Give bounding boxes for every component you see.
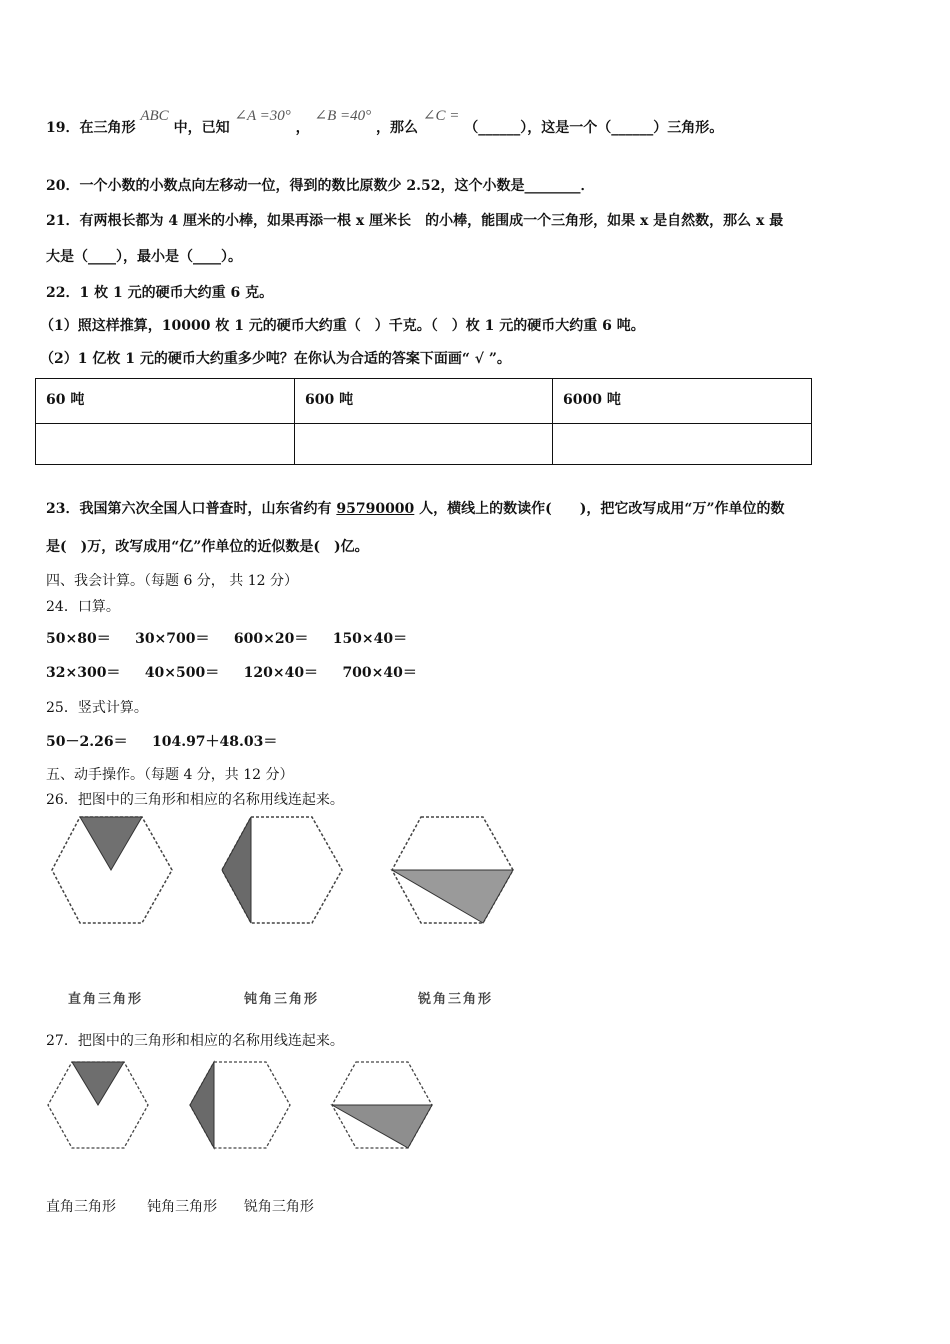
hexagon-figure-6 <box>330 1060 434 1150</box>
label-right-triangle-27: 直角三角形 <box>46 1199 116 1215</box>
q27-labels <box>46 1196 314 1216</box>
label-right-triangle-26: 直角三角形 <box>68 992 144 1007</box>
question-22-part1: （1）照这样推算，10000 枚 1 元的硬币大约重（ ）千克。（ ）枚 1 元的硬币大约重 6 吨。 <box>40 318 645 334</box>
question-19: 19．在三角形 ABC 中，已知 ∠A =30° ， ∠B =40° ，那么 ∠C = （______），这是一个（______）三角形。 <box>46 108 724 136</box>
question-22-stem: 22．1 枚 1 元的硬币大约重 6 克。 <box>46 285 274 301</box>
question-23-line1: 23．我国第六次全国人口普查时，山东省约有 95790000 人，横线上的数读作( )，把它改写成用“万”作单位的数 <box>46 501 785 517</box>
hexagon-figure-5 <box>188 1060 292 1150</box>
oral-row-1: 50×80＝ 30×700＝ 600×20＝ 150×40＝ <box>46 631 408 647</box>
hexagon-figure-3 <box>390 815 515 925</box>
question-20: 20．一个小数的小数点向左移动一位，得到的数比原数少 2.52，这个小数是________． <box>46 178 595 194</box>
section-4-title: 四、我会计算。（每题 6 分， 共 12 分） <box>46 573 298 589</box>
answer-table <box>35 378 812 465</box>
question-22-part2: （2）1 亿枚 1 元的硬币大约重多少吨？在你认为合适的答案下面画“ √ ”。 <box>40 351 511 367</box>
question-25-title: 25．竖式计算。 <box>46 700 148 716</box>
vertical-calc-row: 50－2.26＝ 104.97＋48.03＝ <box>46 734 278 750</box>
population-number: 95790000 <box>336 501 415 517</box>
option-6000: 6000 吨 <box>553 379 812 424</box>
label-obtuse-triangle-27: 钝角三角形 <box>147 1199 218 1215</box>
label-obtuse-triangle-26: 钝角三角形 <box>244 992 320 1007</box>
angle-a: ∠A =30° <box>234 108 291 124</box>
answer-cell-600[interactable] <box>295 424 553 465</box>
question-27-title: 27．把图中的三角形和相应的名称用线连起来。 <box>46 1033 344 1049</box>
question-21-line1: 21．有两根长都为 4 厘米的小棒，如果再添一根 x 厘米长 的小棒，能围成一个三角形，如果 x 是自然数，那么 x 最 <box>46 213 784 229</box>
label-acute-triangle-27: 锐角三角形 <box>243 1199 314 1215</box>
answer-cell-60[interactable] <box>36 424 295 465</box>
answer-cell-6000[interactable] <box>553 424 812 465</box>
hexagon-figure-4 <box>46 1060 150 1150</box>
angle-c: ∠C = <box>422 108 460 124</box>
question-21-line2: 大是（____），最小是（____）。 <box>46 249 242 265</box>
question-26-title: 26．把图中的三角形和相应的名称用线连起来。 <box>46 792 344 808</box>
angle-b: ∠B =40° <box>314 108 372 124</box>
label-acute-triangle-26: 锐角三角形 <box>418 992 494 1007</box>
option-600: 600 吨 <box>295 379 553 424</box>
section-5-title: 五、动手操作。（每题 4 分，共 12 分） <box>46 767 294 783</box>
hexagon-figure-1 <box>50 815 175 925</box>
hexagon-figure-2 <box>220 815 345 925</box>
option-60: 60 吨 <box>36 379 295 424</box>
oral-row-2: 32×300＝ 40×500＝ 120×40＝ 700×40＝ <box>46 665 417 681</box>
question-24-title: 24．口算。 <box>46 599 120 615</box>
question-23-line2: 是( )万，改写成用“亿”作单位的近似数是( )亿。 <box>46 539 369 555</box>
triangle-abc: ABC <box>140 108 169 124</box>
